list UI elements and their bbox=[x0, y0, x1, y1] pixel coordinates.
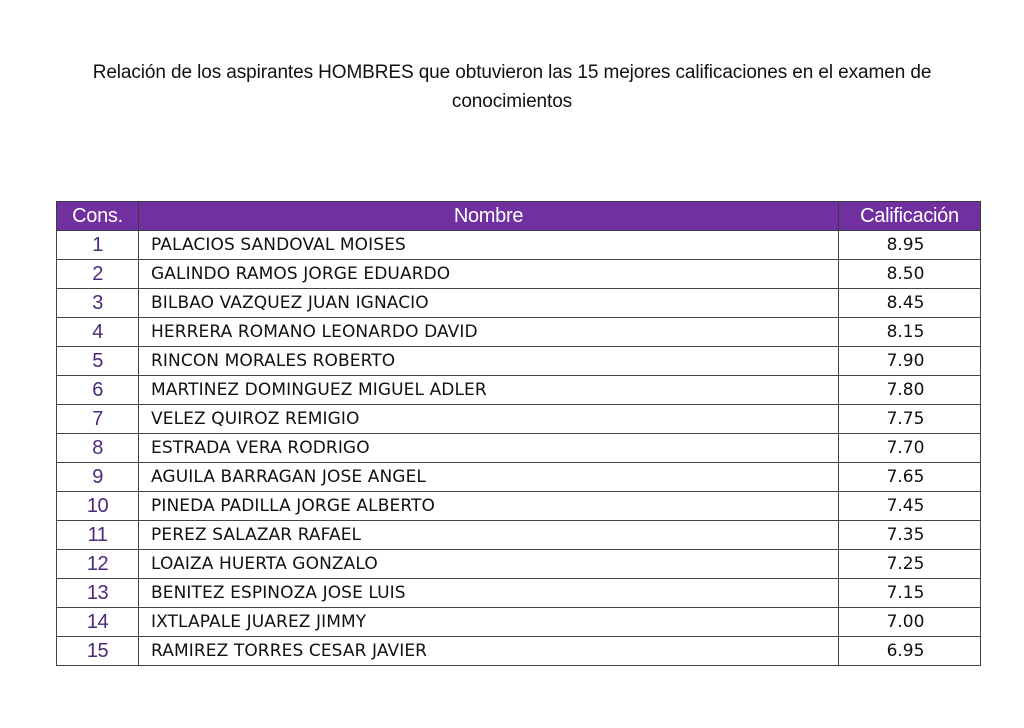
cell-name: BILBAO VAZQUEZ JUAN IGNACIO bbox=[139, 289, 839, 318]
cell-cons: 13 bbox=[57, 579, 139, 608]
cell-score: 8.95 bbox=[839, 231, 981, 260]
cell-score: 7.45 bbox=[839, 492, 981, 521]
cell-cons: 8 bbox=[57, 434, 139, 463]
table-row bbox=[57, 637, 981, 666]
table-row bbox=[57, 608, 981, 637]
cell-cons: 11 bbox=[57, 521, 139, 550]
cell-cons: 1 bbox=[57, 231, 139, 260]
table-row bbox=[57, 521, 981, 550]
cell-score: 7.35 bbox=[839, 521, 981, 550]
cell-cons: 4 bbox=[57, 318, 139, 347]
cell-name: VELEZ QUIROZ REMIGIO bbox=[139, 405, 839, 434]
cell-score: 8.15 bbox=[839, 318, 981, 347]
table-row bbox=[57, 463, 981, 492]
cell-name: AGUILA BARRAGAN JOSE ANGEL bbox=[139, 463, 839, 492]
table-row bbox=[57, 347, 981, 376]
cell-score: 7.75 bbox=[839, 405, 981, 434]
table-header-row bbox=[57, 202, 981, 231]
cell-cons: 14 bbox=[57, 608, 139, 637]
cell-score: 6.95 bbox=[839, 637, 981, 666]
cell-score: 7.25 bbox=[839, 550, 981, 579]
table-row bbox=[57, 405, 981, 434]
header-name: Nombre bbox=[139, 202, 839, 231]
cell-score: 7.00 bbox=[839, 608, 981, 637]
table-row bbox=[57, 231, 981, 260]
cell-cons: 10 bbox=[57, 492, 139, 521]
cell-score: 7.70 bbox=[839, 434, 981, 463]
cell-name: GALINDO RAMOS JORGE EDUARDO bbox=[139, 260, 839, 289]
table-row bbox=[57, 318, 981, 347]
header-score: Calificación bbox=[839, 202, 981, 231]
cell-name: ESTRADA VERA RODRIGO bbox=[139, 434, 839, 463]
cell-name: BENITEZ ESPINOZA JOSE LUIS bbox=[139, 579, 839, 608]
header-cons: Cons. bbox=[57, 202, 139, 231]
cell-score: 7.90 bbox=[839, 347, 981, 376]
cell-name: MARTINEZ DOMINGUEZ MIGUEL ADLER bbox=[139, 376, 839, 405]
cell-score: 8.50 bbox=[839, 260, 981, 289]
table-row bbox=[57, 260, 981, 289]
cell-cons: 12 bbox=[57, 550, 139, 579]
table-row bbox=[57, 550, 981, 579]
cell-name: RINCON MORALES ROBERTO bbox=[139, 347, 839, 376]
cell-name: LOAIZA HUERTA GONZALO bbox=[139, 550, 839, 579]
table-body bbox=[57, 231, 981, 666]
cell-cons: 2 bbox=[57, 260, 139, 289]
table-row bbox=[57, 492, 981, 521]
cell-cons: 7 bbox=[57, 405, 139, 434]
cell-score: 7.80 bbox=[839, 376, 981, 405]
table-row bbox=[57, 289, 981, 318]
results-table bbox=[56, 201, 981, 666]
cell-cons: 9 bbox=[57, 463, 139, 492]
cell-name: IXTLAPALE JUAREZ JIMMY bbox=[139, 608, 839, 637]
table-row bbox=[57, 434, 981, 463]
cell-name: PEREZ SALAZAR RAFAEL bbox=[139, 521, 839, 550]
cell-score: 7.15 bbox=[839, 579, 981, 608]
cell-score: 7.65 bbox=[839, 463, 981, 492]
cell-name: PINEDA PADILLA JORGE ALBERTO bbox=[139, 492, 839, 521]
cell-name: HERRERA ROMANO LEONARDO DAVID bbox=[139, 318, 839, 347]
table-row bbox=[57, 579, 981, 608]
table-row bbox=[57, 376, 981, 405]
cell-cons: 5 bbox=[57, 347, 139, 376]
cell-cons: 6 bbox=[57, 376, 139, 405]
cell-cons: 15 bbox=[57, 637, 139, 666]
document-title: Relación de los aspirantes HOMBRES que obtuvieron las 15 mejores calificaciones en el examen de conocimientos bbox=[92, 62, 932, 112]
cell-cons: 3 bbox=[57, 289, 139, 318]
cell-score: 8.45 bbox=[839, 289, 981, 318]
cell-name: PALACIOS SANDOVAL MOISES bbox=[139, 231, 839, 260]
cell-name: RAMIREZ TORRES CESAR JAVIER bbox=[139, 637, 839, 666]
